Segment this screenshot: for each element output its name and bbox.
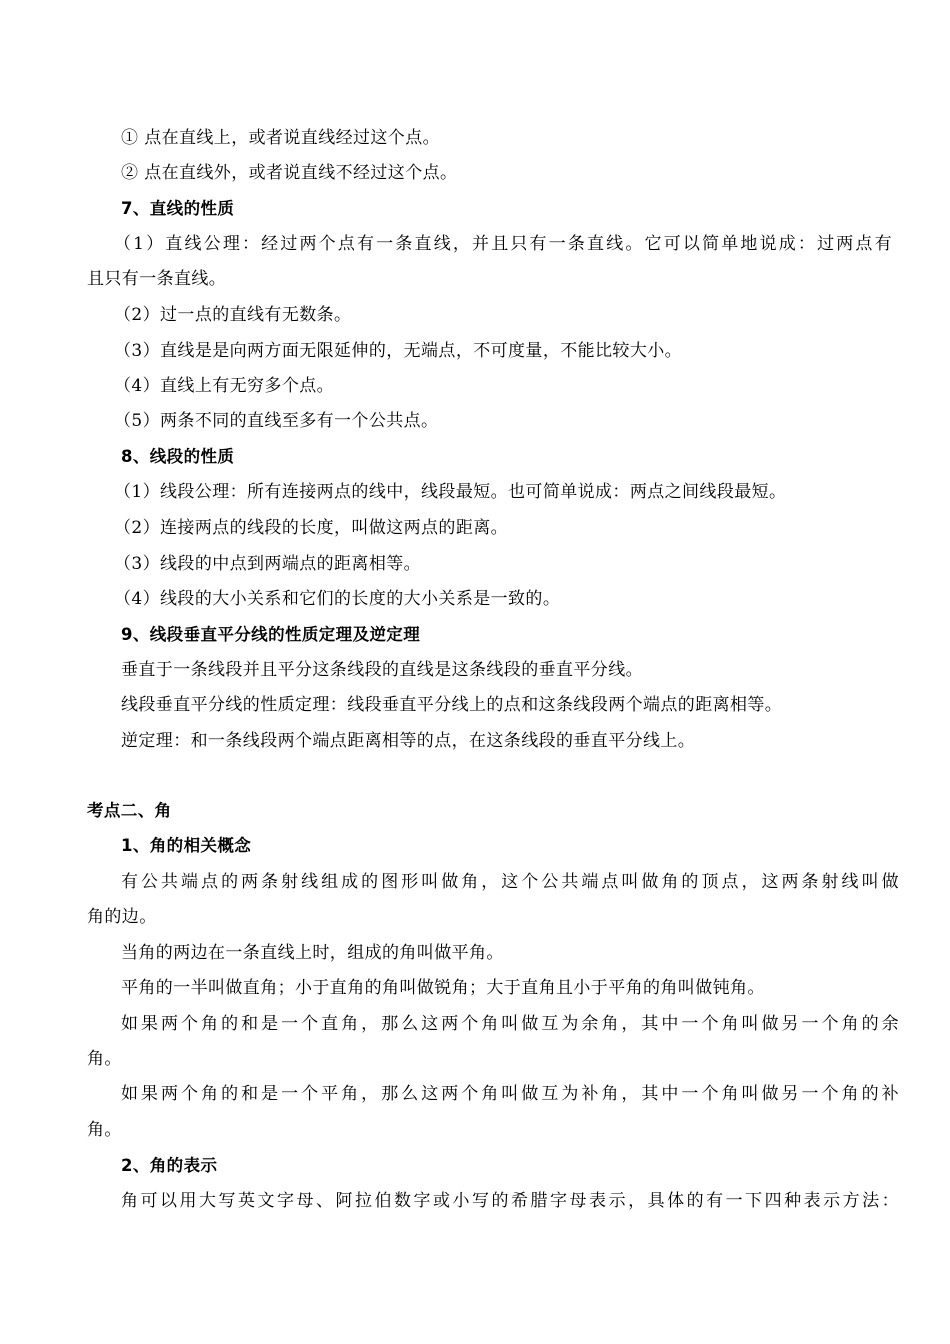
line-property-4: （4）直线上有无穷多个点。 (114, 376, 335, 396)
segment-property-2: （2）连接两点的线段的长度，叫做这两点的距离。 (114, 518, 509, 538)
supplementary-angles-cont: 角。 (87, 1120, 122, 1140)
segment-property-4: （4）线段的大小关系和它们的长度的大小关系是一致的。 (114, 589, 561, 609)
angle-definition-cont: 角的边。 (87, 907, 157, 927)
angle-notation-intro: 角可以用大写英文字母、阿拉伯数字或小写的希腊字母表示，具体的有一下四种表示方法： (121, 1191, 899, 1211)
heading-line-properties: 7、直线的性质 (121, 199, 235, 218)
bisector-theorem: 线段垂直平分线的性质定理：线段垂直平分线上的点和这条线段两个端点的距离相等。 (121, 695, 783, 715)
angle-definition: 有公共端点的两条射线组成的图形叫做角，这个公共端点叫做角的顶点，这两条射线叫做 (121, 872, 899, 892)
line-property-2: （2）过一点的直线有无数条。 (114, 305, 352, 325)
heading-perpendicular-bisector: 9、线段垂直平分线的性质定理及逆定理 (121, 625, 421, 644)
complementary-angles-cont: 角。 (87, 1049, 122, 1069)
bisector-converse: 逆定理：和一条线段两个端点距离相等的点，在这条线段的垂直平分线上。 (121, 731, 696, 751)
line-property-3: （3）直线是是向两方面无限延伸的，无端点，不可度量，不能比较大小。 (114, 341, 683, 361)
straight-angle-definition: 当角的两边在一条直线上时，组成的角叫做平角。 (121, 943, 504, 963)
line-axiom-text: （1）直线公理：经过两个点有一条直线，并且只有一条直线。它可以简单地说成：过两点有 (114, 234, 892, 254)
heading-segment-properties: 8、线段的性质 (121, 447, 235, 466)
heading-angle-notation: 2、角的表示 (121, 1156, 218, 1175)
point-on-line-item: ① 点在直线上，或者说直线经过这个点。 (121, 128, 441, 148)
segment-property-1: （1）线段公理：所有连接两点的线中，线段最短。也可简单说成：两点之间线段最短。 (114, 482, 787, 502)
complementary-angles: 如果两个角的和是一个直角，那么这两个角叫做互为余角，其中一个角叫做另一个角的余 (121, 1014, 899, 1034)
angle-types: 平角的一半叫做直角；小于直角的角叫做锐角；大于直角且小于平角的角叫做钝角。 (121, 978, 765, 998)
section-title-angles: 考点二、角 (87, 801, 172, 820)
supplementary-angles: 如果两个角的和是一个平角，那么这两个角叫做互为补角，其中一个角叫做另一个角的补 (121, 1084, 899, 1104)
line-axiom-text-cont: 且只有一条直线。 (87, 269, 227, 289)
segment-property-3: （3）线段的中点到两端点的距离相等。 (114, 554, 422, 574)
line-property-5: （5）两条不同的直线至多有一个公共点。 (114, 411, 439, 431)
bisector-definition: 垂直于一条线段并且平分这条线段的直线是这条线段的垂直平分线。 (121, 660, 643, 680)
heading-angle-concepts: 1、角的相关概念 (121, 836, 252, 855)
point-off-line-item: ② 点在直线外，或者说直线不经过这个点。 (121, 163, 458, 183)
